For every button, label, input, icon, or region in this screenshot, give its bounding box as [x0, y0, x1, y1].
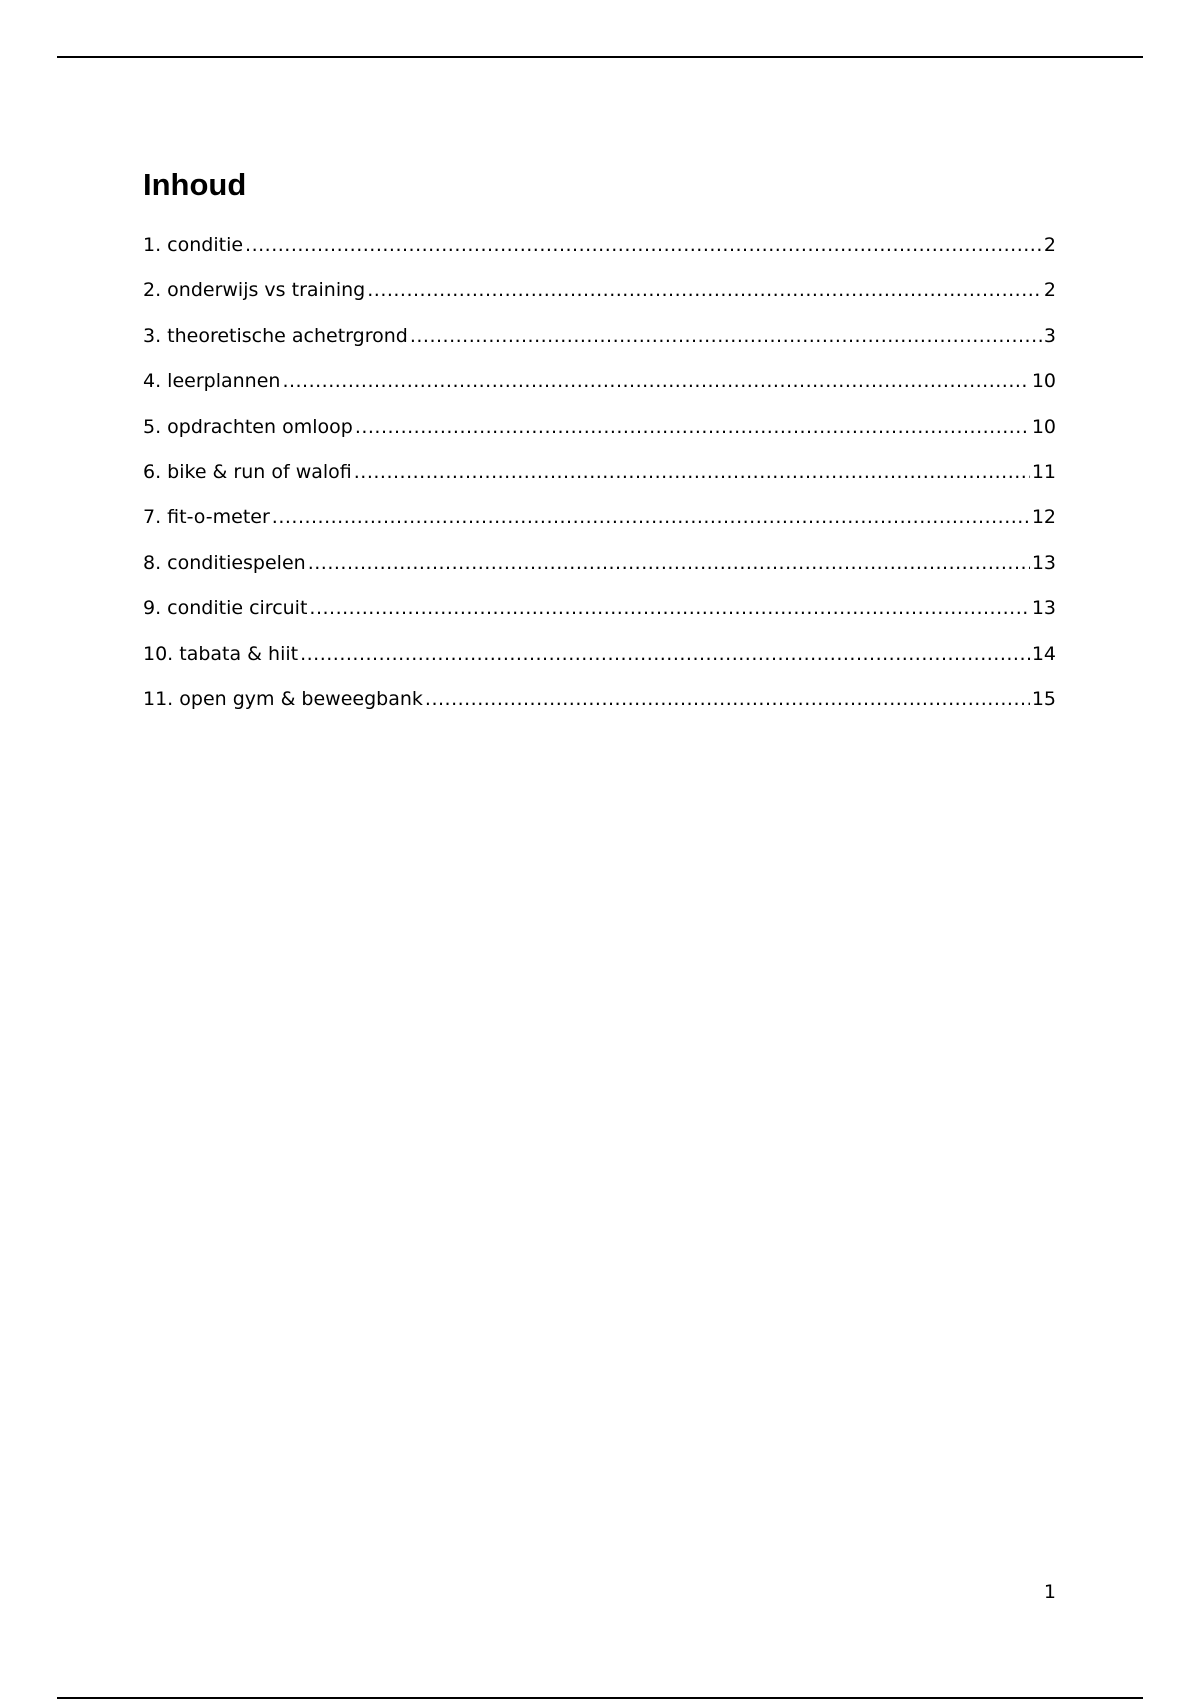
toc-entry-label: 9. conditie circuit: [143, 597, 308, 620]
toc-entry-label: 5. opdrachten omloop: [143, 415, 353, 438]
toc-entry-label: 2. onderwijs vs training: [143, 279, 366, 302]
toc-entry-label: 1. conditie: [143, 234, 244, 256]
toc-entry-label: 6. bike & run of walofi: [143, 460, 352, 483]
toc-entry-page: 11: [1031, 460, 1056, 483]
toc-entry[interactable]: [143, 321, 1056, 366]
toc-entry-page: 2: [1043, 234, 1056, 256]
toc-entry-label: 7. fit-o-meter: [143, 506, 270, 529]
toc-dot-leader: [282, 366, 1029, 396]
toc-dot-leader: [425, 684, 1030, 714]
toc-entry[interactable]: [143, 502, 1056, 547]
toc-entry[interactable]: [143, 457, 1056, 502]
toc-dot-leader: [355, 412, 1030, 442]
toc-entry-page: 13: [1031, 597, 1056, 620]
toc-entry[interactable]: [143, 548, 1056, 593]
toc-entry-page: 12: [1031, 506, 1056, 529]
toc-entry-page: 10: [1031, 370, 1056, 393]
toc-dot-leader: [272, 502, 1030, 532]
toc-dot-leader: [410, 321, 1042, 351]
toc-entry-label: 11. open gym & beweegbank: [143, 687, 423, 710]
toc-entry[interactable]: [143, 230, 1056, 275]
toc-entry-page: 10: [1031, 415, 1056, 438]
toc-entry-page: 14: [1031, 642, 1056, 665]
toc-title: Inhoud: [143, 167, 247, 202]
table-of-contents: [143, 230, 1056, 729]
toc-dot-leader: [245, 230, 1042, 260]
page-number: 1: [1043, 1581, 1056, 1603]
toc-entry-page: 3: [1043, 324, 1056, 347]
toc-entry[interactable]: [143, 593, 1056, 638]
toc-entry-label: 10. tabata & hiit: [143, 642, 299, 665]
toc-entry[interactable]: [143, 275, 1056, 320]
toc-entry-label: 3. theoretische achetrgrond: [143, 324, 408, 347]
toc-dot-leader: [367, 275, 1042, 305]
footer-rule: [57, 1697, 1143, 1699]
toc-dot-leader: [354, 457, 1030, 487]
header-rule: [57, 56, 1143, 58]
toc-entry-label: 8. conditiespelen: [143, 551, 306, 574]
toc-dot-leader: [300, 639, 1030, 669]
toc-entry[interactable]: [143, 366, 1056, 411]
toc-entry[interactable]: [143, 639, 1056, 684]
toc-entry-page: 13: [1031, 551, 1056, 574]
toc-entry-page: 2: [1043, 279, 1056, 302]
toc-dot-leader: [309, 593, 1029, 623]
toc-entry-page: 15: [1031, 687, 1056, 710]
toc-entry[interactable]: [143, 412, 1056, 457]
toc-entry[interactable]: [143, 684, 1056, 729]
toc-dot-leader: [308, 548, 1030, 578]
toc-entry-label: 4. leerplannen: [143, 370, 281, 393]
